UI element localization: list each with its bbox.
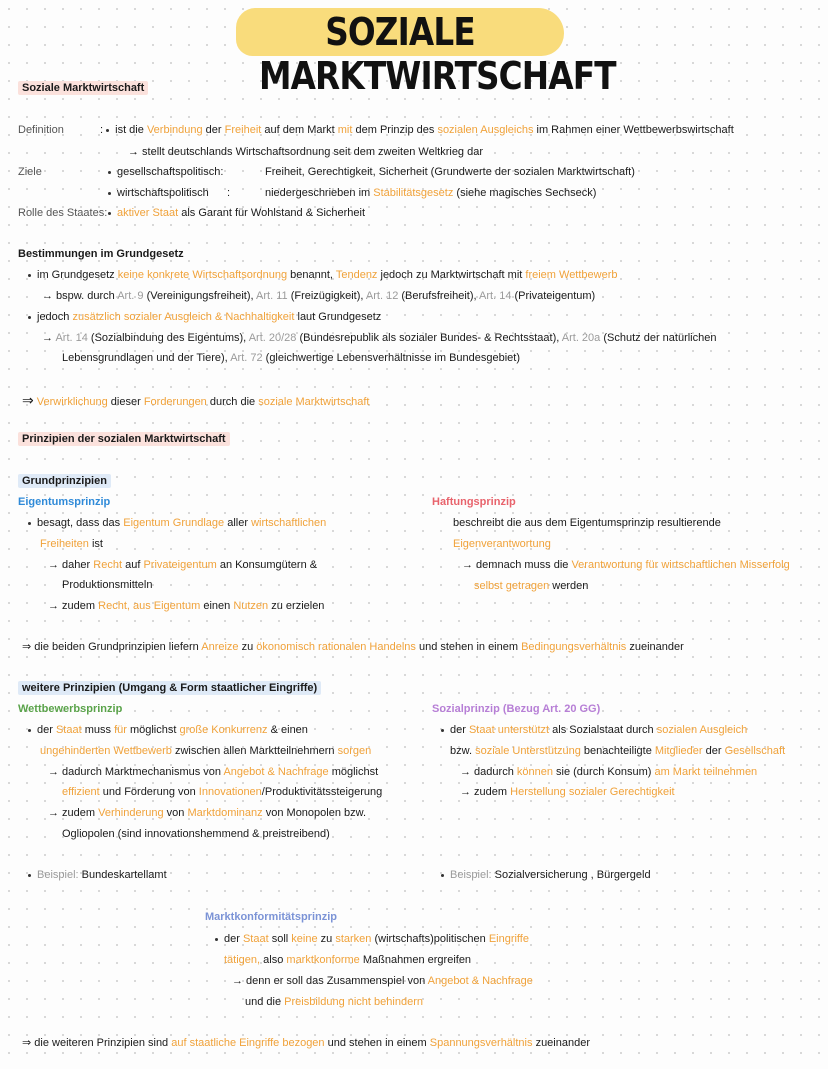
ziele-line-2: wirtschaftspolitisch : <box>108 187 230 199</box>
eig-line-5: → zudem Recht, aus Eigentum einen Nutzen zu erzielen <box>48 600 325 612</box>
ziele-line-1-value: Freiheit, Gerechtigkeit, Sicherheit (Grundwerte der sozialen Marktwirtschaft) <box>265 166 635 178</box>
definition-line-2: → stellt deutschlands Wirtschaftsordnung seit dem zweiten Weltkrieg dar <box>128 146 484 158</box>
eig-line-4: Produktionsmitteln <box>62 579 153 591</box>
ziele-label: Ziele <box>18 166 42 178</box>
weitere-prinzipien-conclusion: ⇒ die weiteren Prinzipien sind auf staatliche Eingriffe bezogen und stehen in einem Spannungsverhältnis zueinander <box>22 1037 590 1049</box>
gg-line-3: jedoch zusätzlich sozialer Ausgleich & Nachhaltigkeit laut Grundgesetz <box>28 311 381 323</box>
gg-line-4: → Art. 14 (Sozialbindung des Eigentums), Art. 20/28 (Bundesrepublik als sozialer Bundes- & Rechtsstaat), Art. 20a (Schutz der natürlichen <box>42 332 717 344</box>
section-heading-soziale-marktwirtschaft: Soziale Marktwirtschaft <box>18 82 148 94</box>
mk-line-3: → denn er soll das Zusammenspiel von Angebot & Nachfrage <box>232 975 533 987</box>
haf-line-2: Eigenverantwortung <box>453 538 551 550</box>
wet-line-2: ungehinderten Wettbewerb zwischen allen Marktteilnehmern sorgen <box>40 745 372 757</box>
definition-label: Definition <box>18 124 64 136</box>
gg-line-5: Lebensgrundlagen und der Tiere), Art. 72 (gleichwertige Lebensverhältnisse im Bundesgebiet) <box>62 352 521 364</box>
wet-line-6: Ogliopolen (sind innovationshemmend & preistreibend) <box>62 828 330 840</box>
wet-line-4: effizient und Förderung von Innovationen/Produktivitätssteigerung <box>62 786 383 798</box>
soz-line-4: → zudem Herstellung sozialer Gerechtigkeit <box>460 786 675 798</box>
haf-line-3: → demnach muss die Verantwortung für wirtschaftlichen Misserfolg <box>462 559 790 571</box>
eig-line-2: Freiheiten ist <box>40 538 103 550</box>
mk-line-1: der Staat soll keine zu starken (wirtschafts)politischen Eingriffe <box>215 933 529 945</box>
mk-line-2: tätigen, also marktkonforme Maßnahmen ergreifen <box>224 954 472 966</box>
ziele-line-2-value: niedergeschrieben im Stabilitätsgesetz (siehe magisches Sechseck) <box>265 187 597 199</box>
wettbewerbsprinzip-title: Wettbewerbsprinzip <box>18 703 123 715</box>
marktkonformitaetsprinzip-title: Marktkonformitätsprinzip <box>205 911 338 923</box>
wet-line-5: → zudem Verhinderung von Marktdominanz von Monopolen bzw. <box>48 807 367 819</box>
gg-line-1: im Grundgesetz keine konkrete Wirtschaftsordnung benannt, Tendenz jedoch zu Marktwirtschaft mit freiem Wettbewerb <box>28 269 618 281</box>
haf-line-1: beschreibt die aus dem Eigentumsprinzip resultierende <box>453 517 721 529</box>
weitere-prinzipien-heading: weitere Prinzipien (Umgang & Form staatlicher Eingriffe) <box>18 682 321 694</box>
rolle-label: Rolle des Staates: <box>18 207 108 219</box>
ziele-line-1: gesellschaftspolitisch: <box>108 166 223 178</box>
section-heading-grundgesetz: Bestimmungen im Grundgesetz <box>18 248 184 260</box>
soz-line-2: bzw. soziale Unterstützung benachteiligte Mitglieder der Gesellschaft <box>450 745 786 757</box>
soz-example: Beispiel: Sozialversicherung , Bürgergeld <box>441 869 651 881</box>
eigentumsprinzip-title: Eigentumsprinzip <box>18 496 111 508</box>
wet-line-3: → dadurch Marktmechanismus von Angebot & Nachfrage möglichst <box>48 766 379 778</box>
haf-line-4: selbst getragen werden <box>474 580 589 592</box>
wet-line-1: der Staat muss für möglichst große Konkurrenz & einen <box>28 724 308 736</box>
rolle-line: aktiver Staat als Garant für Wohlstand & Sicherheit <box>108 207 365 219</box>
wet-example: Beispiel: Bundeskartellamt <box>28 869 167 881</box>
gg-line-2: → bspw. durch Art. 9 (Vereinigungsfreiheit), Art. 11 (Freizügigkeit), Art. 12 (Berufsfreiheit), Art. 14 (Privateigentum) <box>42 290 596 302</box>
definition-line-1: : ist die Verbindung der Freiheit auf dem Markt mit dem Prinzip des sozialen Ausgleichs im Rahmen einer Wettbewerbswirtschaft <box>100 124 734 136</box>
gg-conclusion: ⇒ Verwirklichung dieser Forderungen durch die soziale Marktwirtschaft <box>22 392 370 408</box>
mk-line-4: und die Preisbildung nicht behindern <box>245 996 423 1008</box>
sozialprinzip-title: Sozialprinzip (Bezug Art. 20 GG) <box>432 703 601 715</box>
eig-line-1: besagt, dass das Eigentum Grundlage aller wirtschaftlichen <box>28 517 326 529</box>
eig-line-3: → daher Recht auf Privateigentum an Konsumgütern & <box>48 559 318 571</box>
grundprinzipien-conclusion: ⇒ die beiden Grundprinzipien liefern Anreize zu ökonomisch rationalen Handelns und stehen in einem Bedingungsverhältnis zueinander <box>22 641 684 653</box>
grundprinzipien-heading: Grundprinzipien <box>18 475 111 487</box>
soz-line-1: der Staat unterstützt als Sozialstaat durch sozialen Ausgleich <box>441 724 747 736</box>
section-heading-prinzipien: Prinzipien der sozialen Marktwirtschaft <box>18 433 230 445</box>
soz-line-3: → dadurch können sie (durch Konsum) am Markt teilnehmen <box>460 766 758 778</box>
haftungsprinzip-title: Haftungsprinzip <box>432 496 516 508</box>
page-title: SOZIALE MARKTWIRTSCHAFT <box>258 10 616 98</box>
